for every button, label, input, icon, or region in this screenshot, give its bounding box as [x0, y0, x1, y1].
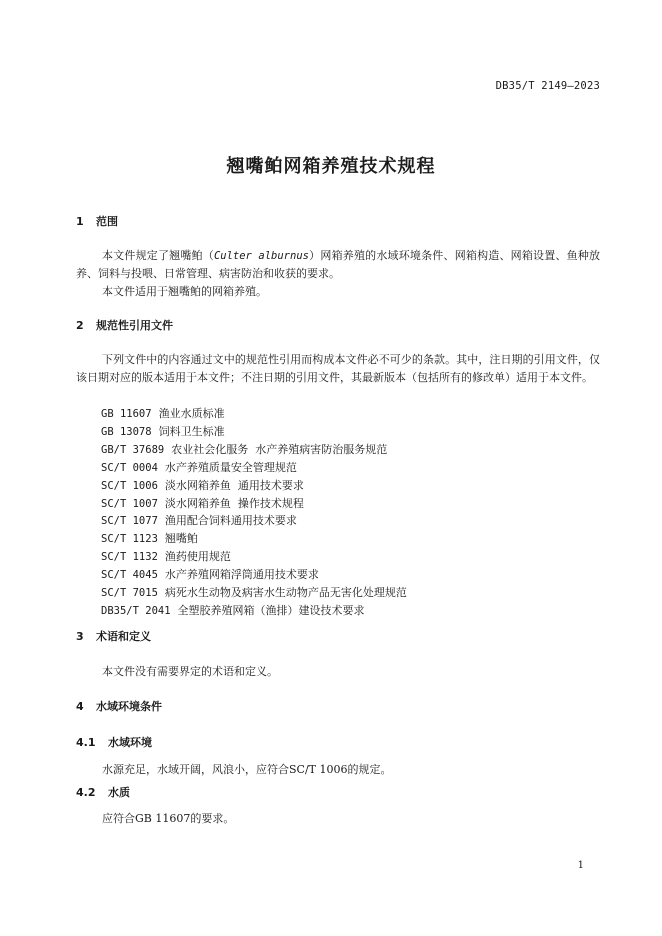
latin-name: Culter alburnus — [213, 250, 309, 262]
subsection-title: 水质 — [108, 786, 130, 799]
reference-code: SC/T 1006 — [101, 479, 158, 492]
section-heading-scope — [76, 213, 118, 231]
reference-code: SC/T 1077 — [101, 515, 158, 528]
reference-code: SC/T 0004 — [101, 461, 158, 474]
reference-title: 翘嘴鲌 — [164, 532, 198, 546]
reference-item — [101, 459, 297, 477]
section-title: 术语和定义 — [96, 630, 151, 643]
section-number: 3 — [76, 630, 84, 643]
water-area-paragraph: 水源充足，水域开阔，风浪小，应符合SC/T 1006的规定。 — [102, 763, 392, 776]
section-number: 4 — [76, 700, 84, 713]
section-heading-normative-references — [76, 317, 173, 335]
reference-title: 农业社会化服务 水产养殖病害防治服务规范 — [171, 442, 388, 456]
reference-item — [101, 566, 319, 584]
reference-code: SC/T 7015 — [101, 587, 158, 599]
reference-item — [101, 530, 198, 548]
reference-code: DB35/T 2041 — [101, 604, 171, 617]
reference-title: 病死水生动物及病害水生动物产品无害化处理规范 — [164, 586, 407, 599]
section-number: 1 — [76, 215, 84, 228]
reference-code: SC/T 4045 — [101, 569, 158, 582]
reference-item — [101, 548, 231, 566]
scope-text-b: ）网箱养殖的水域环境条件、网箱构造、网箱设置、鱼种放养、饲料与投喂、日常管理、病害防治和收获的要求。 — [76, 249, 601, 280]
section-heading-terms — [76, 628, 151, 646]
reference-item — [101, 495, 304, 513]
reference-title: 淡水网箱养鱼 操作技术规程 — [164, 496, 304, 510]
subsection-heading-water-area — [76, 734, 152, 752]
water-quality-paragraph: 应符合GB 11607的要求。 — [102, 812, 235, 825]
page-number: 1 — [577, 860, 584, 871]
section-heading-water-environment — [76, 698, 162, 716]
scope-text-a: 本文件规定了翘嘴鲌（ — [102, 249, 214, 262]
normative-intro-paragraph: 下列文件中的内容通过文中的规范性引用而构成本文件必不可少的条款。其中，注日期的引用文件，仅该日期对应的版本适用于本文件；不注日期的引用文件，其最新版本（包括所有的修改单）适用于本文件。 — [76, 353, 600, 384]
reference-item — [101, 441, 387, 459]
reference-item — [101, 602, 365, 620]
reference-code: SC/T 1123 — [101, 533, 158, 546]
reference-item — [101, 584, 407, 602]
scope-paragraph-1 — [76, 247, 600, 283]
scope-paragraph-2: 本文件适用于翘嘴鲌的网箱养殖。 — [102, 285, 267, 298]
reference-code: SC/T 1132 — [101, 551, 158, 564]
reference-item — [101, 512, 297, 530]
subsection-heading-water-quality — [76, 784, 130, 802]
section-title: 规范性引用文件 — [96, 319, 173, 332]
reference-title: 全塑胶养殖网箱（渔排）建设技术要求 — [177, 603, 365, 617]
reference-title: 渔用配合饲料通用技术要求 — [164, 514, 297, 528]
reference-title: 渔业水质标准 — [158, 407, 225, 420]
reference-code: GB/T 37689 — [101, 443, 165, 456]
document-title: 翘嘴鲌网箱养殖技术规程 — [226, 156, 436, 177]
reference-title: 水产养殖网箱浮筒通用技术要求 — [164, 568, 319, 582]
section-title: 水域环境条件 — [96, 700, 162, 713]
reference-item — [101, 477, 304, 495]
section-title: 范围 — [96, 215, 118, 228]
reference-title: 饲料卫生标准 — [158, 424, 225, 438]
subsection-number: 4.2 — [76, 786, 96, 799]
reference-code: GB 13078 — [101, 425, 152, 438]
reference-title: 水产养殖质量安全管理规范 — [164, 460, 297, 474]
reference-code: GB 11607 — [101, 408, 152, 420]
reference-title: 渔药使用规范 — [164, 550, 231, 564]
reference-title: 淡水网箱养鱼 通用技术要求 — [164, 478, 304, 492]
reference-item — [101, 405, 225, 423]
subsection-title: 水域环境 — [108, 736, 152, 749]
reference-item — [101, 423, 225, 441]
section-number: 2 — [76, 319, 84, 332]
subsection-number: 4.1 — [76, 736, 96, 749]
document-code: DB35/T 2149—2023 — [495, 80, 600, 92]
terms-paragraph: 本文件没有需要界定的术语和定义。 — [102, 665, 278, 678]
reference-code: SC/T 1007 — [101, 497, 158, 510]
